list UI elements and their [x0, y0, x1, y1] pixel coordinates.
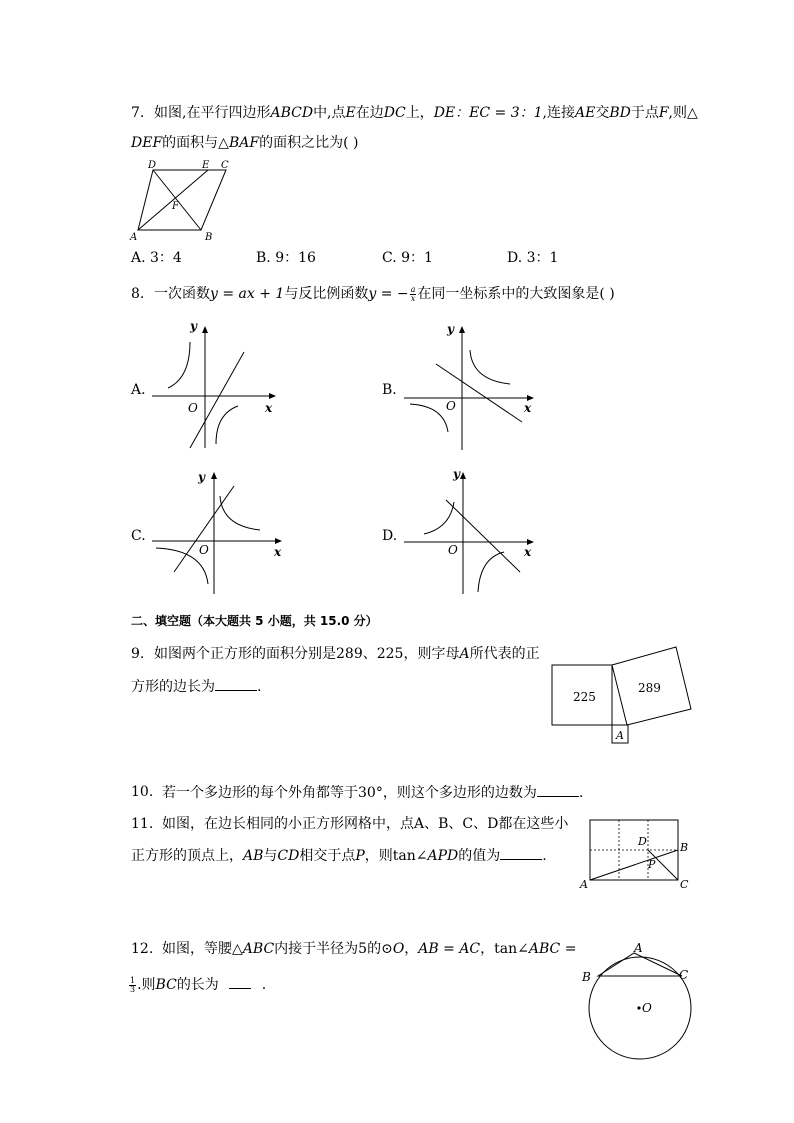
q11-label-a: A — [580, 878, 588, 891]
q12-label-c: C — [679, 968, 689, 982]
q9-answer-blank[interactable] — [215, 676, 257, 691]
q12-number: 12. — [131, 941, 154, 957]
q7-option-b[interactable]: B. 9：16 — [256, 250, 316, 266]
q8-c-origin: O — [199, 543, 209, 557]
q11-label-b: B — [680, 841, 689, 854]
q12-label-b: B — [582, 970, 591, 984]
q8-b-x-label: x — [524, 401, 532, 415]
q12-line2: $\frac{1}{3}$ .则BC的长为 . — [130, 975, 267, 994]
q11-label-c: C — [680, 878, 689, 891]
q7-option-a[interactable]: A. 3：4 — [131, 250, 182, 266]
q7-line1: 如图,在平行四边形ABCD中,点E在边DC上，DE：EC = 3：1,连接AE交BD于点F,则△ — [154, 105, 698, 121]
q9-squares-figure — [550, 643, 696, 747]
q9-line1: 如图两个正方形的面积分别是289、225，则字母A所代表的正 — [154, 646, 540, 662]
q8-b-origin: O — [446, 399, 456, 413]
q11-answer-blank[interactable] — [500, 845, 542, 860]
q9-line2: 方形的边长为 . — [131, 676, 261, 697]
q7-label-d: D — [148, 160, 157, 171]
q12-answer-blank[interactable] — [229, 974, 251, 989]
q8-graph-b[interactable] — [402, 318, 542, 452]
q8-graph-c[interactable] — [150, 466, 290, 600]
q11-grid-figure — [578, 816, 694, 892]
q7-parallelogram-figure — [128, 158, 238, 244]
q12-circle-figure — [578, 938, 698, 1062]
q10-number: 10. — [131, 784, 154, 800]
q7-option-d[interactable]: D. 3：1 — [507, 250, 559, 266]
q8-c-x-label: x — [274, 545, 282, 559]
q7-number: 7. — [131, 105, 145, 121]
q11-number: 11. — [131, 816, 154, 832]
q11-label-p: P — [648, 858, 656, 871]
q8-d-origin: O — [448, 543, 458, 557]
q7-label-b: B — [205, 232, 213, 243]
q12-line1: 如图，等腰△ABC内接于半径为5的⊙O，AB = AC，tan∠ABC = — [162, 941, 577, 957]
q10-stem: 若一个多边形的每个外角都等于30°，则这个多边形的边数为 . — [162, 782, 583, 803]
q12-label-o: O — [642, 1001, 652, 1015]
q7-label-f: F — [172, 201, 179, 212]
q9-small-square-label: A — [616, 729, 624, 742]
q8-stem: 一次函数y = ax + 1与反比例函数y = − $\frac{a}{x}$ 在同一坐标系中的大致图象是( ) — [154, 284, 615, 303]
q8-option-c-label[interactable]: C. — [131, 528, 146, 544]
q12-fraction: $\frac{1}{3}$ — [130, 975, 136, 994]
q8-graph-d[interactable] — [402, 466, 542, 600]
q7-line2: DEF的面积与△BAF的面积之比为( ) — [131, 135, 359, 151]
q8-c-y-label: y — [198, 470, 205, 484]
q12-label-a: A — [634, 941, 643, 955]
q7-label-c: C — [221, 160, 229, 171]
q8-a-x-label: x — [265, 401, 273, 415]
q8-option-b-label[interactable]: B. — [382, 382, 397, 398]
q8-a-origin: O — [188, 401, 198, 415]
q11-line1: 如图，在边长相同的小正方形网格中，点A、B、C、D都在这些小 — [162, 816, 569, 832]
q8-number: 8. — [131, 286, 145, 302]
q11-line2: 正方形的顶点上，AB与CD相交于点P，则tan∠APD的值为 . — [131, 845, 547, 866]
q11-label-d: D — [638, 835, 647, 848]
q9-number: 9. — [131, 646, 145, 662]
q8-graph-a[interactable] — [150, 318, 280, 452]
section-2-title: 二、填空题（本大题共 5 小题，共 15.0 分） — [131, 614, 378, 628]
q7-label-a: A — [130, 232, 138, 243]
q8-option-a-label[interactable]: A. — [131, 382, 146, 398]
q8-option-d-label[interactable]: D. — [382, 528, 398, 544]
q9-left-square-label: 225 — [573, 690, 596, 704]
q8-b-y-label: y — [447, 322, 454, 336]
q7-label-e: E — [202, 160, 210, 171]
q10-answer-blank[interactable] — [537, 782, 579, 797]
q8-a-y-label: y — [190, 319, 197, 333]
q7-option-c[interactable]: C. 9：1 — [382, 250, 433, 266]
q8-fraction: $\frac{a}{x}$ — [410, 284, 416, 303]
q9-right-square-label: 289 — [638, 681, 661, 695]
q8-d-y-label: y — [453, 467, 460, 481]
q8-d-x-label: x — [524, 545, 532, 559]
